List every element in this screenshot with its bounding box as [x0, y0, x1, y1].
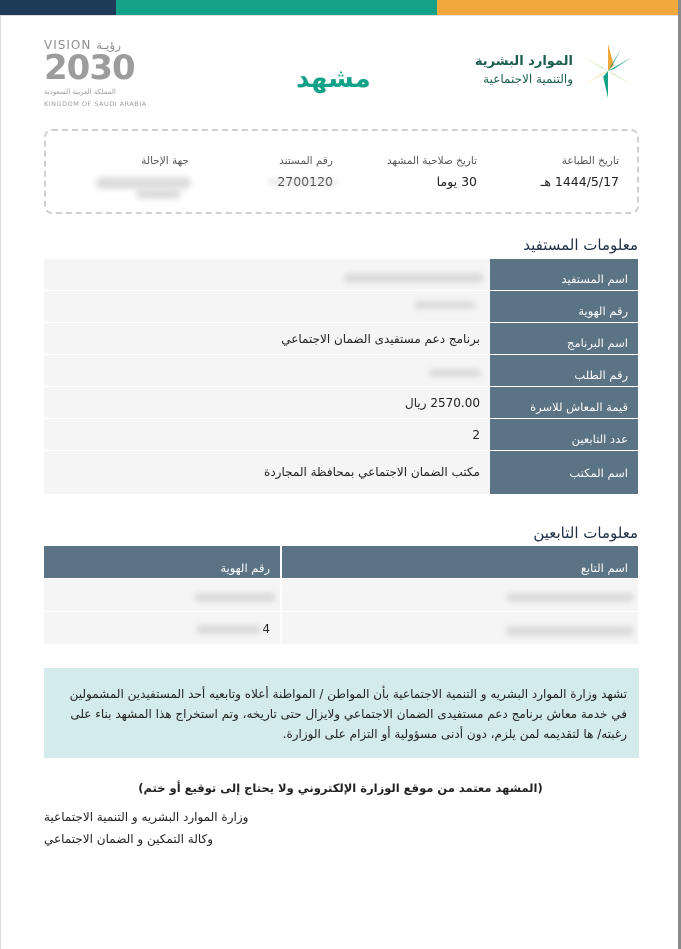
redaction-blur	[506, 593, 634, 602]
doc-number-label: رقم المستند	[279, 155, 333, 167]
print-date-label: تاريخ الطباعة	[561, 155, 619, 167]
table-row	[44, 451, 638, 495]
dependents-section-title: معلومات التابعين	[533, 524, 638, 542]
redaction-blur	[96, 177, 191, 189]
table-row	[44, 579, 638, 611]
dependent-id: 4	[44, 612, 280, 644]
row-label: عدد التابعين	[490, 419, 638, 450]
print-date-value: 1444/5/17 هـ	[540, 174, 619, 189]
top-bar-teal-segment	[116, 0, 437, 15]
validity-value: 30 يوما	[436, 174, 477, 189]
page-edge-left	[0, 15, 1, 949]
row-value	[44, 355, 490, 386]
column-header-id: رقم الهوية	[44, 546, 280, 578]
ministry-logo	[457, 40, 637, 102]
row-label: رقم الهوية	[490, 291, 638, 322]
redaction-blur	[196, 625, 262, 634]
referral-field	[141, 155, 189, 174]
row-label: اسم البرنامج	[490, 323, 638, 354]
vision-label: VISION رؤيـة	[44, 38, 122, 52]
table-row	[44, 612, 638, 644]
column-header-name: اسم التابع	[282, 546, 638, 578]
validity-field	[387, 155, 477, 189]
ministry-name-line2: والتنمية الاجتماعية	[483, 72, 573, 86]
ministry-signature-line2: وكالة التمكين و الضمان الاجتماعي	[44, 832, 214, 846]
row-label: قيمة المعاش للاسرة	[490, 387, 638, 418]
vision-number: 2030	[44, 48, 135, 88]
row-value: 2	[44, 419, 490, 450]
redaction-blur	[414, 301, 476, 309]
row-label: رقم الطلب	[490, 355, 638, 386]
validity-label: تاريخ صلاحية المشهد	[387, 155, 477, 167]
redaction-blur	[136, 189, 181, 199]
beneficiary-table	[44, 259, 638, 495]
top-bar-navy-segment	[0, 0, 116, 15]
referral-label: جهة الإحالة	[141, 155, 189, 167]
row-label: اسم المستفيد	[490, 259, 638, 290]
table-row	[44, 355, 638, 387]
ministry-star-icon	[579, 42, 637, 100]
redaction-blur	[344, 273, 484, 283]
redaction-blur	[429, 369, 481, 377]
table-row	[44, 259, 638, 291]
redaction-blur	[268, 179, 338, 185]
document-title: مشهد	[296, 64, 371, 94]
redaction-blur	[506, 626, 634, 636]
print-date-field	[541, 155, 619, 189]
top-bar-divider	[0, 15, 681, 16]
top-color-bar	[0, 0, 681, 15]
table-row	[44, 387, 638, 419]
approval-note: (المشهد معتمد من موقع الوزارة الإلكتروني ولا يحتاج إلى توقيع أو ختم)	[138, 781, 543, 795]
vision-country-en: KINGDOM OF SAUDI ARABIA	[44, 100, 147, 108]
table-row	[44, 323, 638, 355]
redaction-blur	[194, 593, 276, 602]
certification-notice: تشهد وزارة الموارد البشريه و التنمية الاجتماعية بأن المواطن / المواطنة أعلاه وتابعيه أحد المستفيدين المشمولين في خدمة معاش برنامج دعم مستفيدى الضمان الاجتماعي ولايزال حتى تاريخه، وتم استخراج هذا المشهد بناء على رغبته/ ها لتقديمه لمن يلزم، دون أدنى مسؤولية أو التزام على الوزارة.	[44, 668, 639, 758]
vision-2030-logo	[44, 38, 154, 110]
document-info-box	[44, 129, 639, 214]
row-label: اسم المكتب	[490, 451, 638, 494]
table-header-row	[44, 546, 638, 578]
table-row	[44, 291, 638, 323]
row-value: مكتب الضمان الاجتماعي بمحافظة المجاردة	[44, 451, 490, 494]
ministry-name-line1: الموارد البشرية	[474, 54, 573, 69]
row-value: 2570.00 ريال	[44, 387, 490, 418]
vision-country-ar: المملكة العربية السعودية	[44, 88, 116, 96]
row-value: برنامج دعم مستفيدى الضمان الاجتماعي	[44, 323, 490, 354]
table-row	[44, 419, 638, 451]
beneficiary-section-title: معلومات المستفيد	[523, 236, 638, 254]
dependents-table	[44, 546, 638, 644]
ministry-signature-line1: وزارة الموارد البشريه و التنمية الاجتماعية	[44, 810, 249, 824]
top-bar-gold-segment	[437, 0, 681, 15]
